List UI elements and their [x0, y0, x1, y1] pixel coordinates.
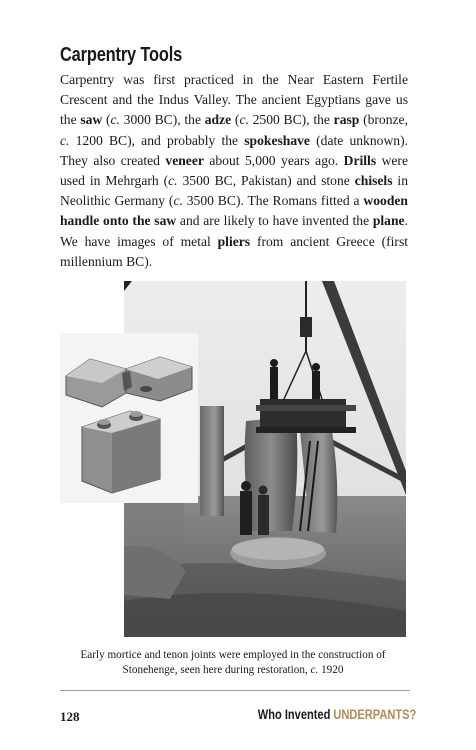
footer-rule — [60, 690, 410, 691]
paragraph-text: (bronze, — [359, 112, 408, 128]
running-head-prefix: Who Invented — [257, 707, 334, 722]
caption-year: 1920 — [318, 664, 344, 676]
stonehenge-photo — [60, 281, 406, 637]
bold-term: chisels — [354, 173, 393, 189]
bold-term: spokeshave — [244, 132, 310, 148]
paragraph-text: 1200 BC), and probably the — [69, 132, 245, 148]
bold-term: saw — [80, 112, 103, 128]
figure-caption — [52, 648, 414, 678]
bold-term: wooden handle onto the saw — [60, 193, 408, 229]
paragraph-text: ( — [102, 112, 111, 128]
bold-term: pliers — [217, 233, 251, 249]
bold-term: adze — [204, 112, 232, 128]
caption-circa: c. — [310, 664, 319, 676]
paragraph-text: 3500 BC). The Romans fitted a — [182, 193, 364, 209]
paragraph-text: 3000 BC), the — [119, 112, 205, 128]
paragraph-text: about 5,000 years ago. — [203, 152, 344, 168]
circa-abbrev: c. — [110, 112, 120, 128]
running-head-accent: UNDERPANTS? — [333, 707, 416, 722]
running-head — [258, 707, 416, 722]
paragraph-text: were used in Mehrgarh ( — [60, 152, 408, 189]
paragraph-text: ( — [231, 112, 240, 128]
paragraph-text: in Neolithic Germany ( — [60, 173, 408, 209]
bold-term: Drills — [343, 152, 377, 168]
paragraph-text: and are likely to have invented the — [176, 213, 373, 229]
paragraph-text: 3500 BC, Pakistan) and stone — [177, 173, 355, 189]
page-title: Carpentry Tools — [60, 44, 183, 66]
paragraph-text: from ancient Greece (first millennium BC). — [60, 233, 409, 269]
paragraph-text: . We have images of metal — [60, 213, 408, 249]
stonehenge-lintel — [260, 399, 346, 431]
circa-abbrev: c. — [60, 132, 70, 148]
bold-term: veneer — [165, 152, 204, 168]
paragraph-text: Carpentry was first practiced in the Near Eastern Fertile Crescent and the Indus Valley. The ancient Egyptians gave us the — [60, 72, 408, 128]
bold-term: plane — [372, 213, 405, 229]
circa-abbrev: c. — [168, 173, 178, 189]
circa-abbrev: c. — [239, 112, 249, 128]
bold-term: rasp — [333, 112, 360, 128]
paragraph-text: 2500 BC), the — [248, 112, 334, 128]
caption-text: Early mortice and tenon joints were employed in the construction of Stonehenge, seen here during restoration, — [80, 649, 386, 676]
body-paragraph — [60, 70, 408, 272]
mortice-tenon-inset — [60, 333, 198, 503]
circa-abbrev: c. — [173, 193, 183, 209]
stonehenge-upright-left — [245, 416, 298, 531]
paragraph-text: (date unknown). They also created — [60, 132, 408, 168]
page-number: 128 — [60, 709, 80, 724]
